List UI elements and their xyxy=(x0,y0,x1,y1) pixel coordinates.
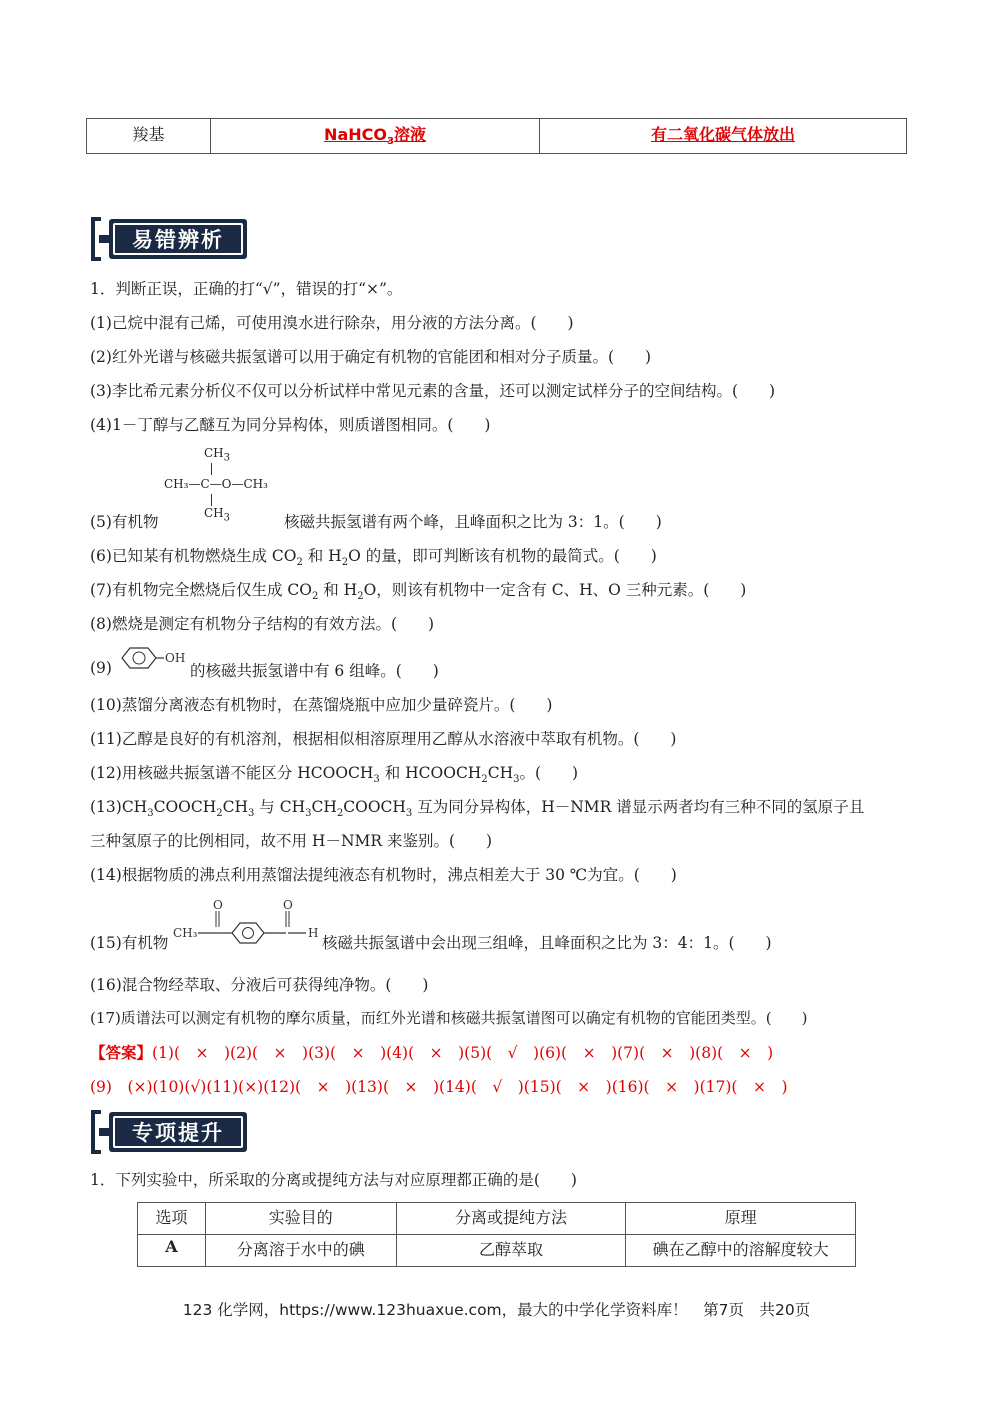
list-item: (3)李比希元素分析仪不仅可以分析试样中常见元素的含量，还可以测定试样分子的空间结构。( ) xyxy=(90,382,776,400)
structure-formula: CH₃—C—O—CH₃ xyxy=(164,477,268,491)
svg-text:H: H xyxy=(308,926,319,940)
list-item: (7)有机物完全燃烧后仅生成 $CO_2$ 和 $H_2O$，则该有机物中一定含有 C、H、O 三种元素。( ) xyxy=(90,581,747,603)
list-item: (16)混合物经萃取、分液后可获得纯净物。( ) xyxy=(90,976,429,994)
options-table xyxy=(137,1202,856,1267)
table-row: 选项 实验目的 分离或提纯方法 原理 xyxy=(138,1203,856,1235)
section-title: 易错辨析 xyxy=(113,223,243,255)
list-item: (9) xyxy=(90,659,112,677)
section-banner-errors xyxy=(91,217,249,261)
list-item: (17)质谱法可以测定有机物的摩尔质量，而红外光谱和核磁共振氢谱图可以确定有机物的官能团类型。( ) xyxy=(90,1009,808,1027)
list-item: (12)用核磁共振氢谱不能区分 $HCOOCH_3$ 和 $HCOOCH_2CH_3$。( ) xyxy=(90,764,579,786)
section-banner-improve xyxy=(91,1110,249,1154)
list-item: (6)已知某有机物燃烧生成 $CO_2$ 和 $H_2O$ 的量，即可判断该有机物的最简式。( ) xyxy=(90,547,657,569)
list-item: (4)1－丁醇与乙醚互为同分异构体，则质谱图相同。( ) xyxy=(90,416,491,434)
problem-stem: 1．下列实验中，所采取的分离或提纯方法与对应原理都正确的是( ) xyxy=(90,1171,577,1189)
list-item: 的核磁共振氢谱中有 6 组峰。( ) xyxy=(190,662,439,680)
table-row: A 分离溶于水中的碘 乙醇萃取 碘在乙醇中的溶解度较大 xyxy=(138,1235,856,1267)
table-cell: 羧基 xyxy=(87,119,211,153)
svg-text:OH: OH xyxy=(165,651,186,665)
list-item: (14)根据物质的沸点利用蒸馏法提纯液态有机物时，沸点相差大于 30 ℃为宜。( ) xyxy=(90,866,677,884)
top-table xyxy=(86,118,907,154)
list-item: (15)有机物 xyxy=(90,934,169,952)
list-item: 核磁共振氢谱有两个峰，且峰面积之比为 3：1。( ) xyxy=(284,513,662,531)
question-intro: 1．判断正误，正确的打“√”，错误的打“×”。 xyxy=(90,280,403,298)
list-item: (11)乙醇是良好的有机溶剂，根据相似相溶原理用乙醇从水溶液中萃取有机物。( ) xyxy=(90,730,677,748)
list-item: 核磁共振氢谱中会出现三组峰，且峰面积之比为 3：4：1。( ) xyxy=(322,934,772,952)
list-item: (2)红外光谱与核磁共振氢谱可以用于确定有机物的官能团和相对分子质量。( ) xyxy=(90,348,652,366)
list-item: 三种氢原子的比例相同，故不用 H－NMR 来鉴别。( ) xyxy=(90,832,493,850)
reagent-label: NaHCO$_3$溶液 xyxy=(324,125,426,148)
list-item: (10)蒸馏分离液态有机物时，在蒸馏烧瓶中应加少量碎瓷片。( ) xyxy=(90,696,553,714)
table-cell xyxy=(211,119,540,153)
svg-text:O: O xyxy=(213,898,223,912)
acetylbenzaldehyde-structure-icon xyxy=(170,895,322,951)
list-item: (8)燃烧是测定有机物分子结构的有效方法。( ) xyxy=(90,615,435,633)
structure-formula: $CH_3$ xyxy=(204,506,231,524)
answer-line: 【答案】(1)( × )(2)( × )(3)( × )(4)( × )(5)( √ )(6)( × )(7)( × )(8)( × ) xyxy=(90,1043,774,1062)
phenomenon-label: 有二氧化碳气体放出 xyxy=(650,125,795,144)
table-cell xyxy=(540,119,906,153)
list-item: (1)己烷中混有己烯，可使用溴水进行除杂，用分液的方法分离。( ) xyxy=(90,314,574,332)
answer-line: (9) (×)(10)(√)(11)(×)(12)( × )(13)( × )(14)( √ )(15)( × )(16)( × )(17)( × ) xyxy=(90,1078,788,1096)
section-title: 专项提升 xyxy=(113,1116,243,1148)
page-footer: 123 化学网，https://www.123huaxue.com，最大的中学化学资料库！ 第7页 共20页 xyxy=(182,1301,811,1319)
svg-text:CH₃: CH₃ xyxy=(173,926,198,940)
list-item: $(13)CH_3COOCH_2CH_3$ 与 $CH_3CH_2COOCH_3$ 互为同分异构体，H－NMR 谱显示两者均有三种不同的氢原子且 xyxy=(90,798,865,820)
svg-text:O: O xyxy=(283,898,293,912)
structure-formula: $CH_3$ xyxy=(204,446,231,464)
list-item: (5)有机物 xyxy=(90,513,159,531)
phenol-structure-icon xyxy=(118,644,190,678)
